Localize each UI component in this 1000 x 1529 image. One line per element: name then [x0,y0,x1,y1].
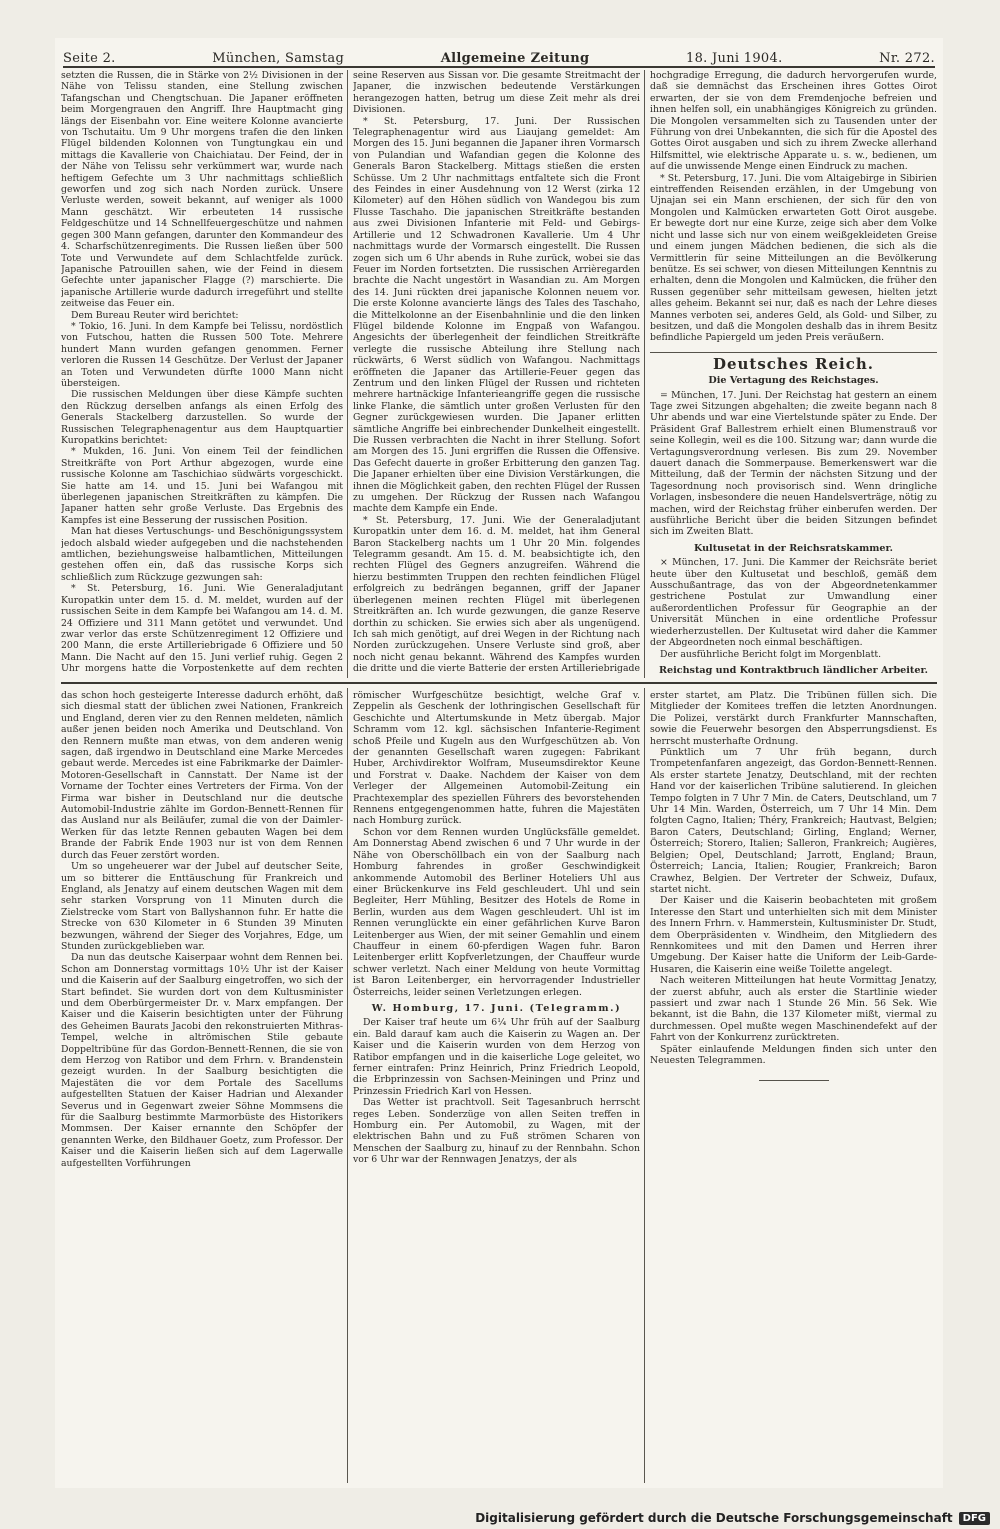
lower-column-1 [61,690,343,1480]
paragraph: Um so ungeheuerer war der Jubel auf deutscher Seite, um so bitterer die Enttäuschung für Frankreich und England, als Jenatzy auf einem deutschen Wagen mit dem sehr starken Vorsprung von 11 Minuten durch die Zielstrecke vom Start von Ballyshannon fuhr. Er hatte die Strecke von 630 Kilometer in 6 Stunden 39 Minuten bezwungen, während der Sieger des Vorjahres, Edge, um Stunden zurückgeblieben war. [61,861,343,952]
paragraph: Der ausführliche Bericht folgt im Morgenblatt. [660,648,882,660]
subheading-kultusetat: Kultusetat in der Reichsratskammer. [693,542,894,554]
paragraph: = München, 17. Juni. Der Reichstag hat gestern an einem Tage zwei Sitzungen abgehalten; die zweite begann nach 8 Uhr abends und war eine Viertelstunde später zu Ende. Der Präsident Graf Ballestrem erhielt einen Blumenstrauß vor seine Kollegin, weil es die 100. Sitzung war; dann wurde die Vertagungsverordnung verlesen. Bis zum 29. November dauert danach die Sommerpause. Bemerkenswert war die Mitteilung, daß der Termin der nächsten Sitzung und der Tagesordnung noch provisorisch sind. Wenn dringliche Vorlagen, insbesondere die neuen Handelsverträge, nötig zu machen, wird der Reichstag früher einberufen werden. Der ausführliche Bericht über die beiden Sitzungen befindet sich im Zweiten Blatt. [650,389,937,538]
paragraph: * Mukden, 16. Juni. Von einem Teil der feindlichen Streitkräfte von Port Arthur abgezogen, wurde eine russische Kolonne am Taschichiao südwärts vorgeschickt. Sie hatte am 14. und 15. Juni bei Wafangou mit überlegenen japanischen Streitkräften zu kämpfen. Die Japaner hatten sehr große Verluste. Das Ergebnis des Kampfes ist eine Besserung der russischen Position. [61,446,343,526]
issue-date: 18. Juni 1904. [686,51,783,66]
paragraph: Schon vor dem Rennen wurden Unglücksfälle gemeldet. Am Donnerstag Abend zwischen 6 und 7 Uhr wurde in der Nähe von Oberschöllbach ein von der Saalburg nach Homburg fahrendes in großer Geschwindigkeit ankommende Automobil des Berliner Hoteliers Uhl aus einer Brückenkurve ins Feld geschleudert. Uhl und sein Begleiter, Herr Mühling, Besitzer des Hotels de Rome in Berlin, wurden aus dem Wagen geschleudert. Uhl ist im Rennen verunglückte ein einer gefährlichen Kurve Baron Leitenberger aus Wien, der mit seiner Gemahlin und einem Chauffeur in einem 60-pferdigen Wagen fuhr. Baron Leitenberger erlitt Kopfverletzungen, der Chauffeur wurde schwer verletzt. Nach einer Meldung von heute Vormittag ist Baron Leitenberger, ein hervorragender Industrieller Österreichs, leider seinen Verletzungen erlegen. [353,826,640,998]
paragraph: setzten die Russen, die in Stärke von 2½ Divisionen in der Nähe von Telissu standen, eine Stellung zwischen Tafangschan und Chengtschuan. Die Japaner eröffneten beim Morgengrauen den Angriff. Ihre Hauptmacht ging längs der Eisenbahn vor. Eine weitere Kolonne avancierte von Tschutaitu. Um 9 Uhr morgens trafen die den linken Flügel bildenden Kolonnen von Tungtungkau ein und mittags die Kavallerie von Chaichiatau. Der Feind, der in der Nähe von Telissu sehr verkümmert war, wurde nach heftigem Gefechte um 3 Uhr nachmittags schließlich geworfen und zog sich nach Norden zurück. Unsere Verluste werden, soweit bekannt, auf weniger als 1000 Mann geschätzt. Wir erbeuteten 14 russische Feldgeschütze und 14 Schnellfeuergeschütze und nahmen gegen 300 Mann gefangen, darunter den Kommandeur des 4. Scharfschützenregiments. Die Russen ließen über 500 Tote und Verwundete auf dem Schlachtfelde zurück. Japanische Patrouillen sahen, wie der Feind in diesem Gefechte unter japanischer Flagge (?) marschierte. Die japanische Artillerie wurde dadurch irregeführt und stellte zeitweise das Feuer ein. [61,70,343,310]
paragraph: Das Wetter ist prachtvoll. Seit Tagesanbruch herrscht reges Leben. Sonderzüge von allen Seiten treffen in Homburg ein. Per Automobil, zu Wagen, mit der elektrischen Bahn und zu Fuß strömen Scharen von Menschen der Saalburg zu, hinauf zu der Rennbahn. Schon vor 6 Uhr war der Rennwagen Jenatzys, der als [353,1097,640,1166]
paragraph: * St. Petersburg, 17. Juni. Der Russischen Telegraphenagentur wird aus Liaujang gemeldet: Am Morgen des 15. Juni begannen die Japaner ihren Vormarsch von Pulandian und Wafandian gegen die Kolonne des Generals Baron Stackelberg. Mittags stießen die ersten Schüsse. Um 2 Uhr nachmittags entfaltete sich die Front des Feindes in einer Ausdehnung von 12 Werst (zirka 12 Kilometer) auf den Höhen südlich von Wandegou bis zum Flusse Taschaho. Die japanischen Streitkräfte bestanden aus zwei Divisionen Infanterie mit Feld- und Gebirgs-Artillerie und 12 Schwadronen Kavallerie. Um 4 Uhr nachmittags wurde der Vormarsch eingestellt. Die Russen zogen sich um 6 Uhr abends in Ruhe zurück, wobei sie das Feuer im Norden fortsetzten. Die russischen Arrièregarden brachte die Nacht ungestört in Wasandian zu. Am Morgen des 14. Juni rückten drei japanische Kolonnen neuem vor. Die erste Kolonne avancierte längs des Tales des Taschaho, die Mittelkolonne an der Eisenbahnlinie und die den linken Flügel bildende Kolonne im Engpaß von Wafangou. Angesichts der überlegenheit der feindlichen Streitkräfte verlegte die russische Abteilung ihre Stellung nach rückwärts, 6 Werst südlich von Wafangou. Nachmittags eröffneten die Japaner das Artillerie-Feuer gegen das Zentrum und den linken Flügel der Russen und richteten mehrere hartnäckige Infanterieangriffe gegen die russische linke Flanke, die sämtlich unter großen Verlusten für den Gegner zurückgewiesen wurden. Die Japaner erlitten sämtliche Angriffe bei einbrechender Dunkelheit eingestellt. Die Russen verbrachten die Nacht in ihrer Stellung. Sofort am Morgen des 15. Juni ergriffen die Russen die Offensive. Das Gefecht dauerte in großer Erbitterung den ganzen Tag. Die Japaner erhielten über eine Division Verstärkungen, die ihnen die Möglichkeit gaben, den rechten Flügel der Russen zu umgehen. Der Rückzug der Russen nach Wafangou machte dem Kampfe ein Ende. [353,115,640,515]
paragraph: seine Reserven aus Sissan vor. Die gesamte Streitmacht der Japaner, die inzwischen bedeutende Verstärkungen herangezogen hatten, betrug um diese Zeit mehr als drei Divisionen. [353,70,640,116]
paragraph: Dem Bureau Reuter wird berichtet: [71,309,239,321]
column-divider [644,688,645,1483]
paragraph: das schon hoch gesteigerte Interesse dadurch erhöht, daß sich diesmal statt der üblichen zwei Nationen, Frankreich und England, deren vier zu den Rennen meldeten, nämlich außer jenen beiden noch Amerika und Deutschland. Von den Rennern mußte man etwas, von dem anderen wenig sagen, daß irgendwo in Deutschland eine Marke Mercedes gebaut werde. Mercedes ist eine Fabrikmarke der Daimler-Motoren-Gesellschaft in Cannstatt. Der Name ist der Vorname der Tochter eines Vertreters der Firma. Von der Firma war bisher in Deutschland nur die deutsche Automobil-Industrie zählte im Gordon-Bennett-Rennen für das Ausland nur als Beiläufer, zumal die von der Daimler-Werken für das letzte Rennen gebauten Wagen bei dem Brande der Fabrik Ende 1903 nur ist von dem Rennen durch das Feuer zerstört worden. [61,690,343,861]
page-number: Seite 2. [63,51,116,66]
upper-column-1 [61,70,343,675]
upper-column-3 [650,70,937,675]
footer-credit: Digitalisierung gefördert durch die Deutsche Forschungsgemeinschaft [475,1511,953,1525]
paragraph: Pünktlich um 7 Uhr früh begann, durch Trompetenfanfaren angezeigt, das Gordon-Bennett-Rennen. Als erster startete Jenatzy, Deutschland, mit der rechten Hand vor der kaiserlichen Tribüne salutierend. In gleichen Tempo folgten in 7 Uhr 7 Min. de Caters, Deutschland, um 7 Uhr 14 Min. Warden, Österreich, um 7 Uhr 14 Min. Dem folgten Cagno, Italien; Théry, Frankreich; Hautvast, Belgien; Baron Caters, Deutschland; Girling, England; Werner, Österreich; Storero, Italien; Salleron, Frankreich; Augières, Belgien; Opel, Deutschland; Jarrott, England; Braun, Österreich; Lancia, Italien; Rougier, Frankreich; Baron Crawhez, Belgien. Der Vertreter der Schweiz, Dufaux, startet nicht. [650,747,937,895]
page-header [63,44,935,68]
end-rule [759,1080,829,1081]
upper-column-2 [353,70,640,675]
paragraph: erster startet, am Platz. Die Tribünen füllen sich. Die Mitglieder der Komitees treffen die letzten Anordnungen. Die Polizei, verstärkt durch Frankfurter Mannschaften, sowie die Feuerwehr besorgen den Absperrungsdienst. Es herrscht musterhafte Ordnung. [650,690,937,747]
newspaper-page [55,38,943,1488]
paragraph: × München, 17. Juni. Die Kammer der Reichsräte beriet heute über den Kultusetat und beschloß, gemäß dem Ausschußantrage, das von der Abgeordnetenkammer gestrichene Postulat zur Umwandlung einer außerordentlichen Professur für Geographie an der Universität München in eine ordentliche Professur wiederherzustellen. Der Kultusetat wird daher die Kammer der Abgeordneten noch einmal beschäftigen. [650,557,937,649]
paragraph: * Tokio, 16. Juni. In dem Kampfe bei Telissu, nordöstlich von Futschou, hatten die Russen 500 Tote. Mehrere hundert Mann wurden gefangen genommen. Ferner verloren die Russen 14 Geschütze. Der Verlust der Japaner an Toten und Verwundeten dürfte 1000 Mann nicht übersteigen. [61,320,343,389]
digitization-footer [0,1507,1000,1529]
paragraph: Da nun das deutsche Kaiserpaar wohnt dem Rennen bei. Schon am Donnerstag vormittags 10½ Uhr ist der Kaiser und die Kaiserin auf der Saalburg eingetroffen, wo sich der Start befindet. Sie wurden dort von dem Kultusminister und dem Oberbürgermeister Dr. v. Marx empfangen. Der Kaiser und die Kaiserin besichtigten unter der Führung des Geheimen Baurats Jacobi den rekonstruierten Mithras-Tempel, welche in altrömischen Stile gebaute Doppeltribüne für das Gordon-Bennett-Rennen, die sie von dem Herzog von Ratibor und dem Frhrn. v. Brandenstein gezeigt wurden. In der Saalburg besichtigten die Majestäten die vor dem Portale des Sacellums aufgestellten Statuen der Kaiser Hadrian und Alexander Severus und in Gegenwart zweier Söhne Mommsens die für die Saalburg bestimmte Marmorbüste des Historikers Mommsen. Der Kaiser ernannte den Schöpfer der genannten Werke, den Bildhauer Goetz, zum Professor. Der Kaiser und die Kaiserin ließen sich auf dem Lagerwalle aufgestellten Vorführungen [61,952,343,1169]
paragraph: römischer Wurfgeschütze besichtigt, welche Graf v. Zeppelin als Geschenk der lothringischen Gesellschaft für Geschichte und Altertumskunde in Metz übergab. Major Schramm vom 12. kgl. sächsischen Infanterie-Regiment schoß Pfeile und Kugeln aus den Wurfgeschützen ab. Von der genannten Gesellschaft waren zugegen: Fabrikant Huber, Archivdirektor Wolfram, Museumsdirektor Keune und Forstrat v. Daake. Nachdem der Kaiser von dem Verleger der Allgemeinen Automobil-Zeitung ein Prachtexemplar des speziellen Führers des bevorstehenden Rennens entgegengenommen hatte, fuhren die Majestäten nach Homburg zurück. [353,690,640,827]
place-day: München, Samstag [212,51,345,66]
paragraph: Der Kaiser und die Kaiserin beobachteten mit großem Interesse den Start und unterhielten sich mit dem Minister des Innern Frhrn. v. Hammerstein, Kultusminister Dr. Studt, dem Oberpräsidenten v. Windheim, den Mitgliedern des Rennkomitees und mit den Damen und Herren ihrer Umgebung. Der Kaiser hatte die Uniform der Leib-Garde-Husaren, die Kaiserin eine weiße Toilette angelegt. [650,895,937,975]
paragraph: Die russischen Meldungen über diese Kämpfe suchten den Rückzug derselben anfangs als einen Erfolg des Generals Stackelberg darzustellen. So wurde der Russischen Telegraphenagentur aus dem Hauptquartier Kuropatkins berichtet: [61,389,343,446]
paragraph: * St. Petersburg, 16. Juni. Wie Generaladjutant Kuropatkin unter dem 15. d. M. meldet, wurden auf der russischen Seite in dem Kampfe bei Wafangou am 14. d. M. 24 Offiziere und 311 Mann getötet und verwundet. Und zwar verlor das erste Schützenregiment 12 Offiziere und 200 Mann, die erste Artilleriebrigade 6 Offiziere und 50 Mann. Die Nacht auf den 15. Juni verlief ruhig. Gegen 2 Uhr morgens hatte die Vorpostenkette auf dem rechten [61,583,343,675]
section-divider [61,682,937,684]
paragraph: Nach weiteren Mitteilungen hat heute Vormittag Jenatzy, der zuerst abfuhr, auch als erster die Startlinie wieder passiert und zwar nach 1 Stunde 26 Min. 56 Sek. Wie bekannt, ist die Bahn, die 137 Kilometer mißt, viermal zu durchmessen. Opel mußte wegen Maschinendefekt auf der Fahrt von der Konkurrenz zurücktreten. [650,975,937,1044]
section-heading-deutsches-reich: Deutsches Reich. [650,352,937,370]
paragraph: Man hat dieses Vertuschungs- und Beschönigungssystem jedoch alsbald wieder aufgegeben und die nachstehenden amtlichen, beziehungsweise halbamtlichen, Mitteilungen gestehen offen ein, daß das russische Korps sich schließlich zum Rückzuge gezwungen sah: [61,526,343,583]
paragraph: * St. Petersburg, 17. Juni. Wie der Generaladjutant Kuropatkin unter dem 16. d. M. meldet, hat ihm General Baron Stackelberg nachts um 1 Uhr 20 Min. folgendes Telegramm gesandt. Am 15. d. M. beabsichtigte ich, den rechten Flügel des Gegners anzugreifen. Während die hierzu bestimmten Truppen den rechten feindlichen Flügel erfolgreich zu bedrängen begannen, griff der Japaner überlegenen meinen rechten Flügel mit überlegenen Streitkräften an. Ich wurde gezwungen, die ganze Reserve dorthin zu schicken. Sie erwies sich aber als ungenügend. Ich sah mich genötigt, auf drei Wegen in der Richtung nach Norden zurückzugehen. Unsere Verluste sind groß, aber noch nicht genau bekannt. Während des Kampfes wurden die dritte und die vierte Batterie der ersten Artilleriebrigade [353,514,640,675]
lower-column-2 [353,690,640,1480]
column-divider [347,688,348,1483]
paragraph: Später einlaufende Meldungen finden sich unter den Neuesten Telegrammen. [650,1043,937,1066]
paragraph: Der Kaiser traf heute um 6¼ Uhr früh auf der Saalburg ein. Bald darauf kam auch die Kaiserin zu Wagen an. Der Kaiser und die Kaiserin wurden von dem Herzog von Ratibor empfangen und in die kaiserliche Loge geleitet, wo ferner eintrafen: Prinz Heinrich, Prinz Friedrich Leopold, die Erbprinzessin von Sachsen-Meiningen und Prinz und Prinzessin Friedrich Karl von Hessen. [353,1017,640,1097]
dfg-logo-icon: DFG [959,1512,990,1525]
subheading-kontraktbruch: Reichstag und Kontraktbruch ländlicher Arbeiter. [659,664,928,675]
masthead: Allgemeine Zeitung [440,51,590,66]
subheading-reichstag: Die Vertagung des Reichstages. [708,375,879,387]
issue-number: Nr. 272. [879,51,935,66]
paragraph: hochgradige Erregung, die dadurch hervorgerufen wurde, daß sie demnächst das Erscheinen ihres Gottes Oirot erwarten, der sie von dem Fremdenjoche befreien und ihnen helfen soll, ein unabhängiges Königreich zu gründen. Die Mongolen versammelten sich zu Tausenden unter der Führung von drei Unbekannten, die sich für die Apostel des Gottes Oirot ausgaben und sich zu ihrem Zwecke allerhand Hilfsmittel, wie elektrische Apparate u. s. w., bedienen, um auf die unwissende Menge einen Eindruck zu machen. [650,70,937,173]
column-divider [644,70,645,678]
lower-column-3 [650,690,937,1480]
column-divider [347,70,348,678]
dateline-homburg: W. Homburg, 17. Juni. (Telegramm.) [371,1002,622,1014]
paragraph: * St. Petersburg, 17. Juni. Die vom Altaigebirge in Sibirien eintreffenden Reisenden erzählen, in der Umgebung von Ujnajan sei ein Mann erschienen, der sich für den von Mongolen und Kalmücken erwarteten Gott Oirot ausgebe. Er bewegte dort nur eine Kurze, zeige sich aber dem Volke nicht und lasse sich nur von einem weißgekleideten Greise und einem jungen Mädchen bedienen, die sich als die Vermittlerin für seine Mitteilungen an die Bevölkerung benütze. Es sei schwer, von diesen Mitteilungen Kenntnis zu erhalten, denn die Mongolen und Kalmücken, die früher den Russen gegenüber sehr mitteilsam gewesen, hielten jetzt alles geheim. Bekannt sei nur, daß es nach der Lehre dieses Mannes verboten sei, anderes Geld, als Gold- und Silber, zu besitzen, und daß die Mongolen deshalb das in ihrem Besitz befindliche Papiergeld um jeden Preis veräußern. [650,172,937,344]
